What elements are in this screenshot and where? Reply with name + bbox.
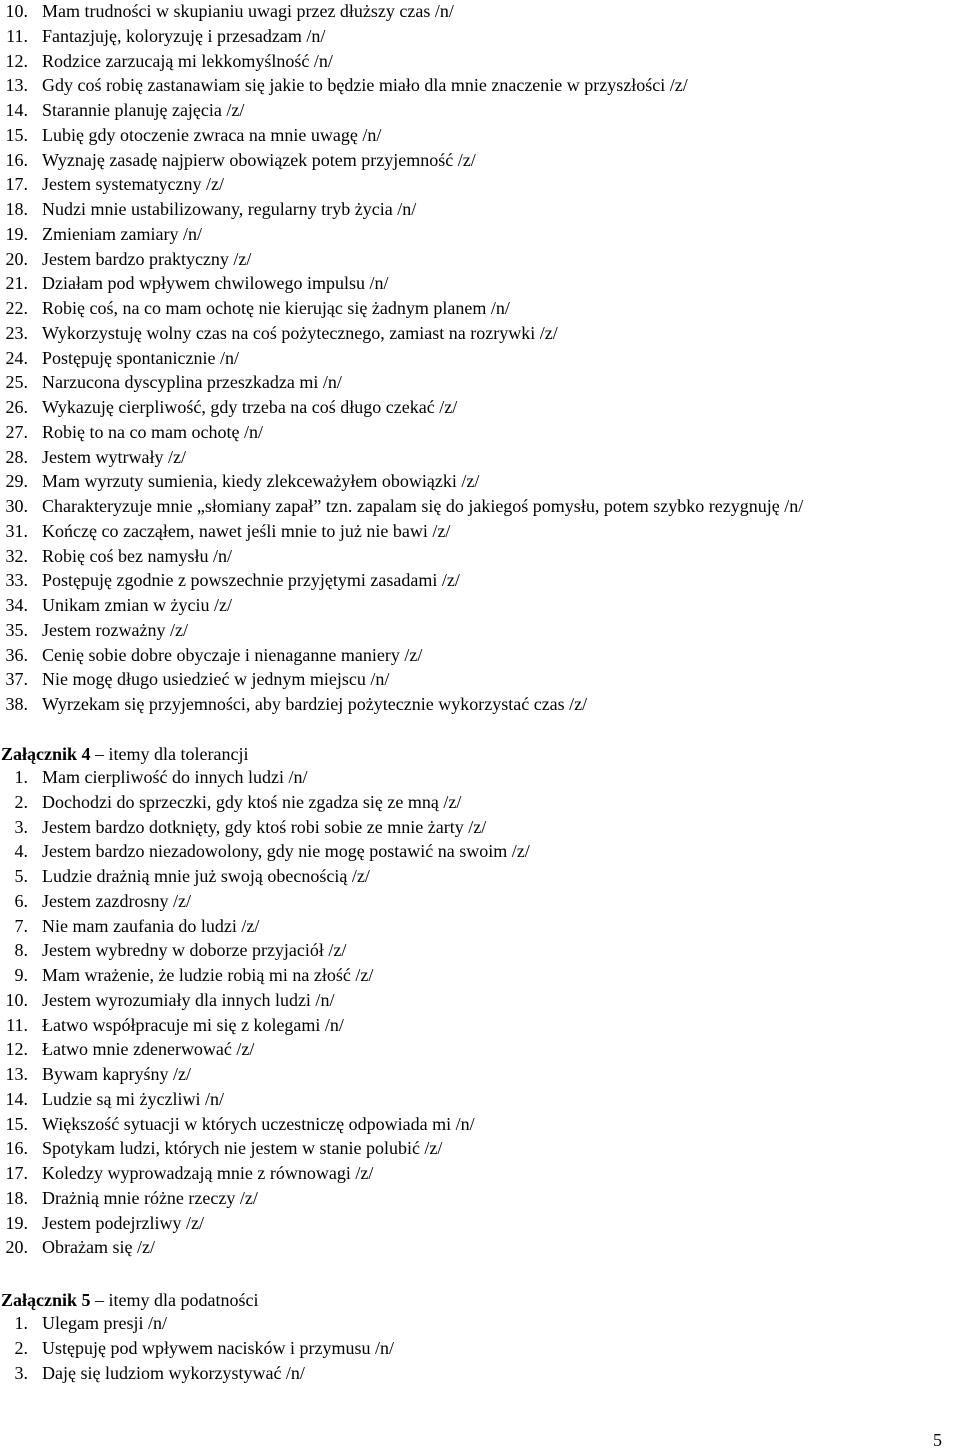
item-number: 23. (5, 322, 28, 343)
item-number: 8. (14, 940, 28, 961)
item-text: Wyrzekam się przyjemności, aby bardziej pożytecznie wykorzystać czas /z/ (42, 694, 588, 714)
item-number: 18. (5, 199, 28, 219)
item-number: 15. (5, 1113, 28, 1134)
item-number: 36. (5, 644, 28, 665)
item-text: Unikam zmian w życiu /z/ (42, 595, 232, 615)
item-text: Charakteryzuje mnie „słomiany zapał” tzn. zapalam się do jakiegoś pomysłu, potem szybko rezygnuję /n/ (42, 496, 804, 516)
item-number: 22. (5, 298, 28, 318)
item-text: Wykorzystuję wolny czas na coś pożytecznego, zamiast na rozrywki /z/ (42, 322, 558, 343)
item-text: Obrażam się /z/ (42, 1237, 155, 1258)
item-number: 29. (5, 471, 28, 492)
item-text: Bywam kapryśny /z/ (42, 1064, 191, 1084)
item-text: Robię coś, na co mam ochotę nie kierując się żadnym planem /n/ (42, 298, 510, 318)
item-text: Jestem rozważny /z/ (42, 619, 188, 640)
item-text: Ulegam presji /n/ (42, 1313, 167, 1333)
item-number: 30. (5, 496, 28, 516)
item-text: Rodzice zarzucają mi lekkomyślność /n/ (42, 50, 333, 71)
item-text: Nie mogę długo usiedzieć w jednym miejscu /n/ (42, 669, 390, 690)
item-number: 19. (5, 223, 28, 244)
item-text: Łatwo mnie zdenerwować /z/ (42, 1039, 255, 1060)
item-number: 33. (5, 570, 28, 591)
item-number: 2. (14, 1337, 28, 1358)
item-number: 10. (5, 989, 28, 1010)
item-text: Postępuję spontanicznie /n/ (42, 347, 239, 368)
item-number: 6. (14, 890, 28, 911)
item-text: Większość sytuacji w których uczestniczę odpowiada mi /n/ (42, 1113, 475, 1134)
item-number: 17. (5, 1163, 28, 1183)
item-number: 28. (5, 446, 28, 467)
item-number: 38. (5, 694, 28, 714)
appendix-4-title: Załącznik 4 (1, 744, 91, 764)
item-text: Jestem wybredny w doborze przyjaciół /z/ (42, 940, 347, 961)
item-number: 1. (14, 767, 28, 787)
item-text: Jestem podejrzliwy /z/ (42, 1212, 204, 1233)
item-text: Kończę co zacząłem, nawet jeśli mnie to już nie bawi /z/ (42, 520, 451, 541)
item-text: Jestem systematyczny /z/ (42, 174, 224, 195)
item-number: 16. (5, 1138, 28, 1159)
item-number: 15. (5, 124, 28, 145)
item-text: Działam pod wpływem chwilowego impulsu /n/ (42, 273, 389, 294)
item-number: 2. (14, 791, 28, 812)
item-number: 27. (5, 421, 28, 442)
item-number: 3. (14, 816, 28, 837)
item-text: Ustępuję pod wpływem nacisków i przymusu /n/ (42, 1337, 394, 1358)
appendix-4-subtitle: – itemy dla tolerancji (90, 744, 249, 764)
appendix-5-title: Załącznik 5 (1, 1290, 91, 1310)
item-number: 11. (6, 25, 28, 46)
item-text: Daję się ludziom wykorzystywać /n/ (42, 1362, 305, 1383)
item-number: 12. (5, 50, 28, 71)
item-number: 3. (14, 1362, 28, 1383)
item-number: 24. (5, 347, 28, 368)
item-text: Ludzie drażnią mnie już swoją obecnością /z/ (42, 866, 370, 886)
item-text: Ludzie są mi życzliwi /n/ (42, 1088, 224, 1109)
item-number: 9. (14, 965, 28, 985)
item-text: Postępuję zgodnie z powszechnie przyjętymi zasadami /z/ (42, 570, 460, 591)
item-number: 11. (6, 1014, 28, 1035)
appendix-4-heading (1, 741, 248, 767)
item-text: Spotykam ludzi, których nie jestem w stanie polubić /z/ (42, 1138, 443, 1159)
item-text: Lubię gdy otoczenie zwraca na mnie uwagę /n/ (42, 124, 382, 145)
item-number: 26. (5, 397, 28, 417)
item-text: Jestem wytrwały /z/ (42, 446, 186, 467)
item-number: 25. (5, 372, 28, 393)
item-number: 17. (5, 174, 28, 195)
item-text: Mam trudności w skupianiu uwagi przez dłuższy czas /n/ (42, 1, 454, 21)
item-number: 31. (5, 520, 28, 541)
item-number: 10. (5, 1, 28, 21)
item-number: 32. (5, 545, 28, 566)
item-number: 12. (5, 1039, 28, 1060)
item-number: 13. (5, 75, 28, 96)
item-text: Starannie planuję zajęcia /z/ (42, 100, 245, 120)
item-text: Nie mam zaufania do ludzi /z/ (42, 915, 260, 936)
item-text: Gdy coś robię zastanawiam się jakie to będzie miało dla mnie znaczenie w przyszłości /z/ (42, 75, 688, 96)
item-number: 19. (5, 1212, 28, 1233)
item-text: Mam cierpliwość do innych ludzi /n/ (42, 767, 308, 787)
item-text: Robię coś bez namysłu /n/ (42, 545, 232, 566)
item-number: 7. (14, 915, 28, 936)
item-text: Koledzy wyprowadzają mnie z równowagi /z/ (42, 1163, 374, 1183)
item-number: 14. (5, 100, 28, 120)
item-text: Narzucona dyscyplina przeszkadza mi /n/ (42, 372, 342, 393)
item-text: Mam wyrzuty sumienia, kiedy zlekceważyłem obowiązki /z/ (42, 471, 480, 492)
item-text: Drażnią mnie różne rzeczy /z/ (42, 1187, 258, 1208)
item-number: 13. (5, 1064, 28, 1084)
item-number: 35. (5, 619, 28, 640)
item-text: Zmieniam zamiary /n/ (42, 223, 202, 244)
item-text: Dochodzi do sprzeczki, gdy ktoś nie zgadza się ze mną /z/ (42, 791, 462, 812)
page-number: 5 (933, 1430, 942, 1450)
item-number: 1. (14, 1313, 28, 1333)
item-text: Fantazjuję, koloryzuję i przesadzam /n/ (42, 25, 326, 46)
item-text: Mam wrażenie, że ludzie robią mi na złość /z/ (42, 965, 374, 985)
item-number: 34. (5, 595, 28, 615)
item-text: Łatwo współpracuje mi się z kolegami /n/ (42, 1014, 344, 1035)
item-number: 20. (5, 1237, 28, 1258)
appendix-5-heading (1, 1287, 258, 1313)
item-number: 5. (14, 866, 28, 886)
item-number: 37. (5, 669, 28, 690)
item-number: 4. (14, 841, 28, 862)
item-number: 20. (5, 248, 28, 269)
item-text: Jestem bardzo praktyczny /z/ (42, 248, 252, 269)
item-text: Jestem bardzo dotknięty, gdy ktoś robi sobie ze mnie żarty /z/ (42, 816, 487, 837)
item-number: 16. (5, 149, 28, 170)
item-number: 18. (5, 1187, 28, 1208)
item-text: Wykazuję cierpliwość, gdy trzeba na coś długo czekać /z/ (42, 397, 458, 417)
item-text: Jestem bardzo niezadowolony, gdy nie mogę postawić na swoim /z/ (42, 841, 530, 862)
item-text: Jestem zazdrosny /z/ (42, 890, 191, 911)
item-text: Jestem wyrozumiały dla innych ludzi /n/ (42, 989, 335, 1010)
appendix-5-subtitle: – itemy dla podatności (90, 1290, 259, 1310)
item-text: Wyznaję zasadę najpierw obowiązek potem przyjemność /z/ (42, 149, 476, 170)
item-text: Cenię sobie dobre obyczaje i nienaganne maniery /z/ (42, 644, 423, 665)
item-text: Robię to na co mam ochotę /n/ (42, 421, 263, 442)
item-text: Nudzi mnie ustabilizowany, regularny tryb życia /n/ (42, 199, 417, 219)
item-number: 14. (5, 1088, 28, 1109)
item-number: 21. (5, 273, 28, 294)
